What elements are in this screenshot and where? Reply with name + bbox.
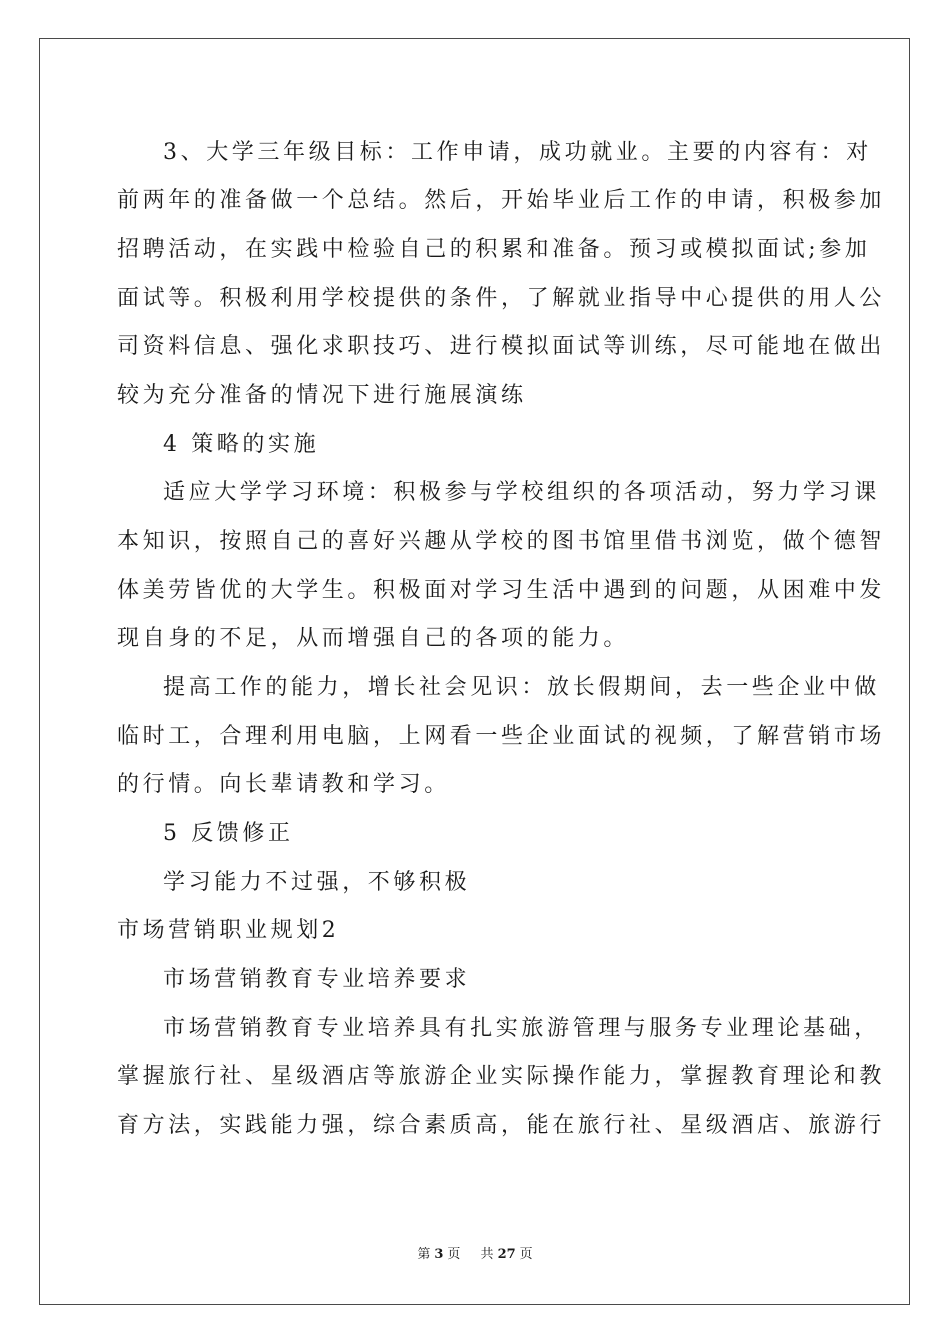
text-line: 面试等。积极利用学校提供的条件，了解就业指导中心提供的用人公 — [117, 286, 886, 311]
text-line: 临时工，合理利用电脑，上网看一些企业面试的视频，了解营销市场 — [117, 724, 886, 749]
page-number: 3 — [434, 1247, 444, 1262]
text-line: 体美劳皆优的大学生。积极面对学习生活中遇到的问题，从困难中发 — [117, 578, 886, 603]
page-footer — [0, 1246, 950, 1264]
section-title: 市场营销职业规划2 — [117, 918, 340, 943]
heading-requirements: 市场营销教育专业培养要求 — [163, 967, 471, 992]
text-line: 较为充分准备的情况下进行施展演练 — [117, 383, 527, 408]
heading-feedback: 5 反馈修正 — [163, 821, 294, 846]
text-line: 育方法，实践能力强，综合素质高，能在旅行社、星级酒店、旅游行 — [117, 1113, 886, 1138]
total-pages: 27 — [497, 1247, 516, 1262]
text-line: 招聘活动，在实践中检验自己的积累和准备。预习或模拟面试;参加 — [117, 237, 871, 262]
text-line: 现自身的不足，从而增强自己的各项的能力。 — [117, 626, 630, 651]
text-line: 3、大学三年级目标：工作申请，成功就业。主要的内容有：对 — [163, 140, 872, 165]
text-line: 的行情。向长辈请教和学习。 — [117, 772, 450, 797]
text-line: 适应大学学习环境：积极参与学校组织的各项活动，努力学习课 — [163, 480, 880, 505]
text-line: 掌握旅行社、星级酒店等旅游企业实际操作能力，掌握教育理论和教 — [117, 1064, 886, 1089]
page-indicator — [413, 1247, 464, 1262]
text-line: 市场营销教育专业培养具有扎实旅游管理与服务专业理论基础， — [163, 1016, 880, 1041]
total-prefix: 共 — [480, 1247, 494, 1262]
heading-strategy: 4 策略的实施 — [163, 432, 320, 457]
total-suffix: 页 — [519, 1247, 533, 1262]
text-line: 提高工作的能力，增长社会见识：放长假期间，去一些企业中做 — [163, 675, 880, 700]
text-line: 本知识，按照自己的喜好兴趣从学校的图书馆里借书浏览，做个德智 — [117, 529, 886, 554]
text-line: 学习能力不过强，不够积极 — [163, 870, 471, 895]
text-line: 司资料信息、强化求职技巧、进行模拟面试等训练，尽可能地在做出 — [117, 334, 886, 359]
text-line: 前两年的准备做一个总结。然后，开始毕业后工作的申请，积极参加 — [117, 188, 886, 213]
page-suffix: 页 — [447, 1247, 461, 1262]
total-indicator — [477, 1247, 537, 1262]
page-prefix: 第 — [417, 1247, 431, 1262]
